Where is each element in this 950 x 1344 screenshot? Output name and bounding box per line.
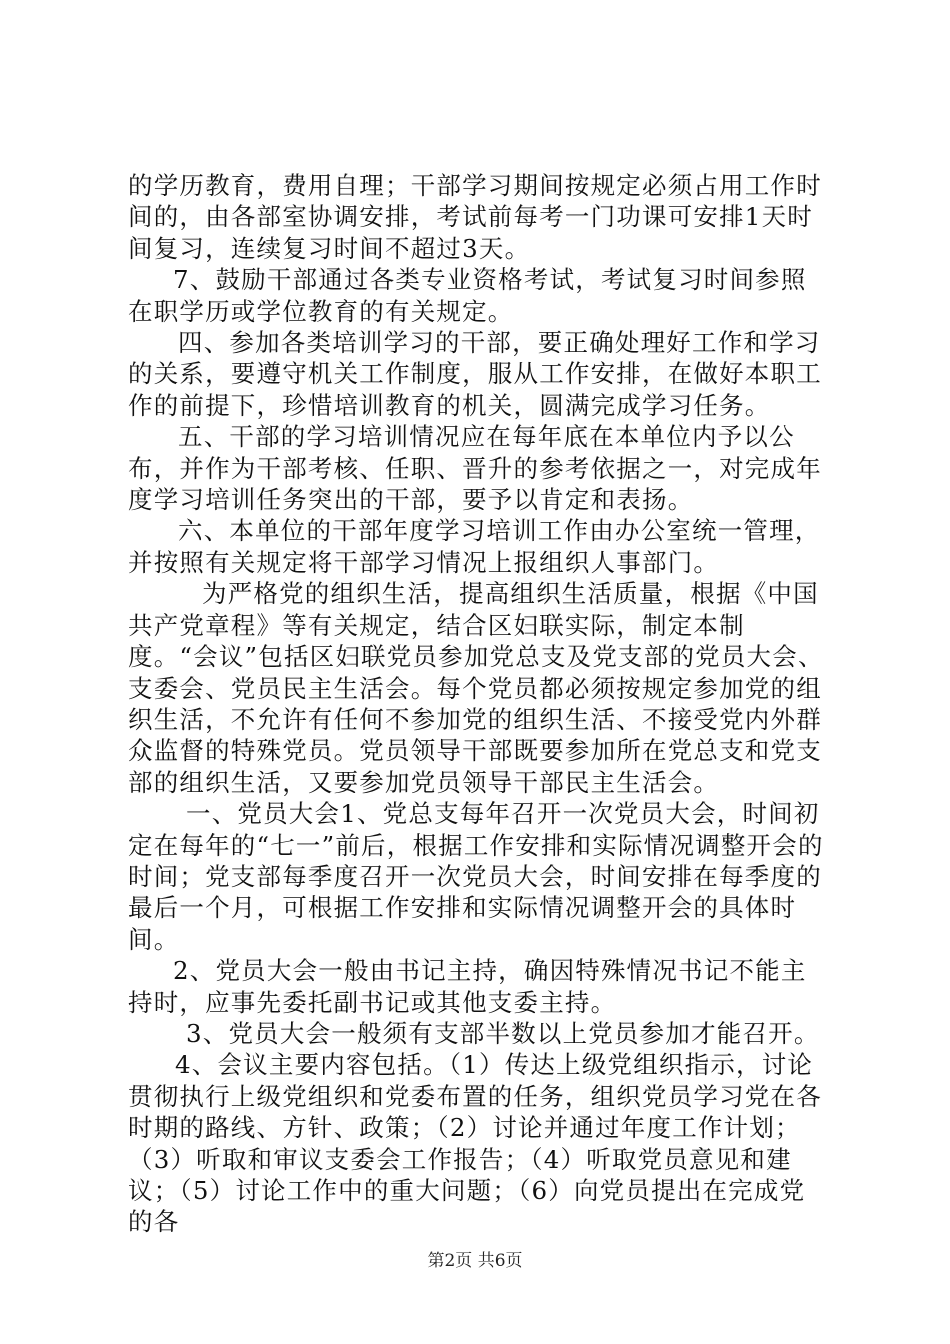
paragraph-meeting-content: 4、会议主要内容包括。（1）传达上级党组织指示，讨论贯彻执行上级党组织和党委布置的任务，组织党员学习党在各时期的路线、方针、政策；（2）讨论并通过年度工作计划；（3）听取和审议支委会工作报告；（4）听取党员意见和建议；（5）讨论工作中的重大问题；（6）向党员提出在完成党的各 — [128, 1050, 822, 1237]
paragraph-training-publication: 五、干部的学习培训情况应在每年底在本单位内予以公布，并作为干部考核、任职、晋升的参考依据之一，对完成年度学习培训任务突出的干部，要予以肯定和表扬。 — [128, 422, 822, 515]
paragraph-congress-host: 2、党员大会一般由书记主持，确因特殊情况书记不能主持时，应事先委托副书记或其他支委主持。 — [128, 956, 807, 1017]
paragraph-party-life-intro: 为严格党的组织生活，提高组织生活质量，根据《中国共产党章程》等有关规定，结合区妇联实际，制定本制度。“会议”包括区妇联党员参加党总支及党支部的党员大会、支委会、党员民主生活会。每个党员都必须按规定参加党的组织生活，不允许有任何不参加党的组织生活、不接受党内外群众监督的特殊党员。党员领导干部既要参加所在党总支和党支部的组织生活，又要参加党员领导干部民主生活会。 — [128, 579, 824, 797]
paragraph-congress-quorum: 3、党员大会一般须有支部半数以上党员参加才能召开。 — [186, 1018, 820, 1048]
paragraph-qualification-exams: 7、鼓励干部通过各类专业资格考试，考试复习时间参照在职学历或学位教育的有关规定。 — [128, 265, 807, 326]
paragraph-training-conduct: 四、参加各类培训学习的干部，要正确处理好工作和学习的关系，要遵守机关工作制度，服从工作安排，在做好本职工作的前提下，珍惜培训教育的机关，圆满完成学习任务。 — [128, 328, 822, 420]
document-body — [128, 170, 828, 1238]
paragraph-party-congress: 一、党员大会1、党总支每年召开一次党员大会，时间初定在每年的“七一”前后，根据工作安排和实际情况调整开会的时间；党支部每季度召开一次党员大会，时间安排在每季度的最后一个月，可根据工作安排和实际情况调整开会的具体时间。 — [128, 799, 824, 954]
page-number-footer: 第2页 共6页 — [427, 1251, 523, 1271]
paragraph-training-management: 六、本单位的干部年度学习培训工作由办公室统一管理，并按照有关规定将干部学习情况上报组织人事部门。 — [128, 516, 821, 577]
paragraph-education-fees: 的学历教育，费用自理；干部学习期间按规定必须占用工作时间的，由各部室协调安排，考试前每考一门功课可安排1天时间复习，连续复习时间不超过3天。 — [128, 171, 822, 263]
